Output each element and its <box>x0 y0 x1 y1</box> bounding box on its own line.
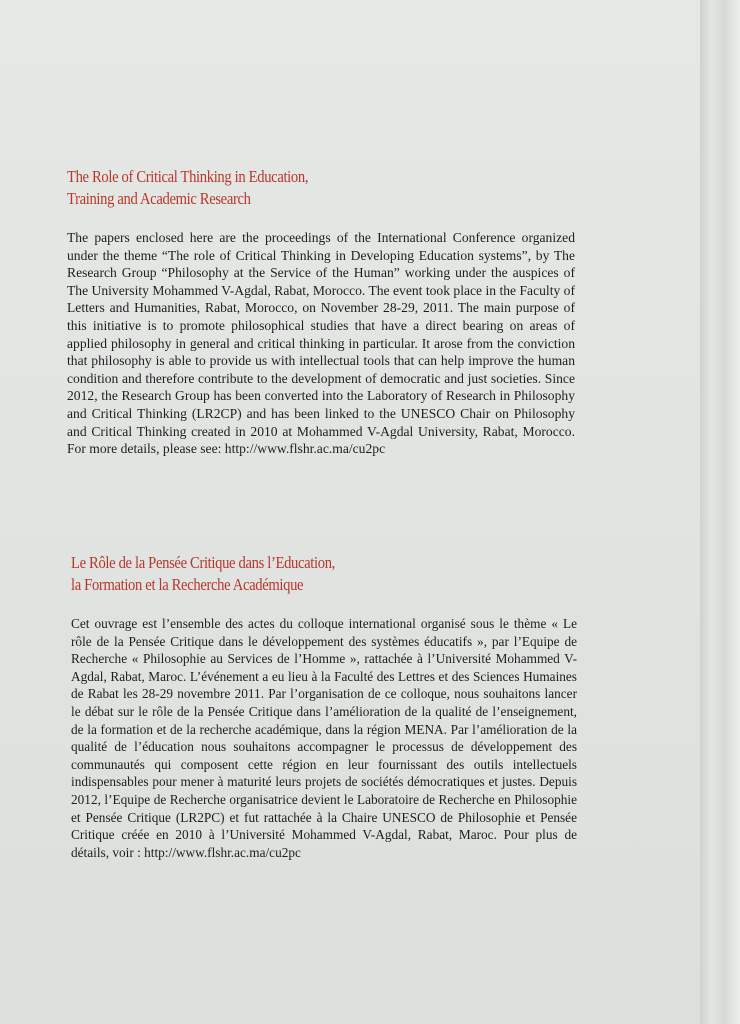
english-paragraph: The papers enclosed here are the proceedings of the International Conference organized under the theme “The role of Critical Thinking in Developing Education systems”, by The Research Group “Philosophy at the Service of the Human” working under the auspices of The University Mohammed V-Agdal, Rabat, Morocco. The event took place in the Faculty of Letters and Humanities, Rabat, Morocco, on November 28-29, 2011. The main purpose of this initiative is to promote philosophical studies that have a direct bearing on areas of applied philosophy in general and critical thinking in particular. It arose from the conviction that philosophy is able to provide us with intellectual tools that can help improve the human condition and therefore contribute to the development of democratic and just societies. Since 2012, the Research Group has been converted into the Laboratory of Research in Philosophy and Critical Thinking (LR2CP) and has been linked to the UNESCO Chair on Philosophy and Critical Thinking created in 2010 at Mohammed V-Agdal University, Rabat, Morocco. For more details, please see: http://www.flshr.ac.ma/cu2pc <box>67 230 575 457</box>
french-heading <box>71 552 593 596</box>
english-heading-line-2: Training and Academic Research <box>67 189 251 208</box>
french-section <box>71 552 577 861</box>
page-edge <box>700 0 740 1024</box>
english-heading-line-1: The Role of Critical Thinking in Education, <box>67 167 309 186</box>
english-section <box>67 166 575 458</box>
french-heading-line-1: Le Rôle de la Pensée Critique dans l’Education, <box>71 553 335 572</box>
french-paragraph: Cet ouvrage est l’ensemble des actes du colloque international organisé sous le thème « Le rôle de la Pensée Critique dans le développement des systèmes éducatifs », par l’Equipe de Recherche « Philosophie au Services de l’Homme », rattachée à l’Université Mohammed V-Agdal, Rabat, Maroc. L’événement a eu lieu à la Faculté des Lettres et des Sciences Humaines de Rabat les 28-29 novembre 2011. Par l’organisation de ce colloque, nous souhaitons lancer le débat sur le rôle de la Pensée Critique dans l’amélioration de la qualité de l’enseignement, de la formation et de la recherche académique, dans la région MENA. Par l’amélioration de la qualité de l’éducation nous souhaitons accompagner le processus de développement des communautés qui composent cette région en leur fournissant des outils intellectuels indispensables pour mener à maturité leurs projets de sociétés démocratiques et justes. Depuis 2012, l’Equipe de Recherche organisatrice devient le Laboratoire de Recherche en Philosophie et Pensée Critique (LR2PC) et fut rattachée à la Chaire UNESCO de Philosophie et Pensée Critique créée en 2010 à l’Université Mohammed V-Agdal, Rabat, Maroc. Pour plus de détails, voir : http://www.flshr.ac.ma/cu2pc <box>71 616 577 860</box>
english-heading <box>67 166 591 210</box>
french-heading-line-2: la Formation et la Recherche Académique <box>71 575 304 594</box>
